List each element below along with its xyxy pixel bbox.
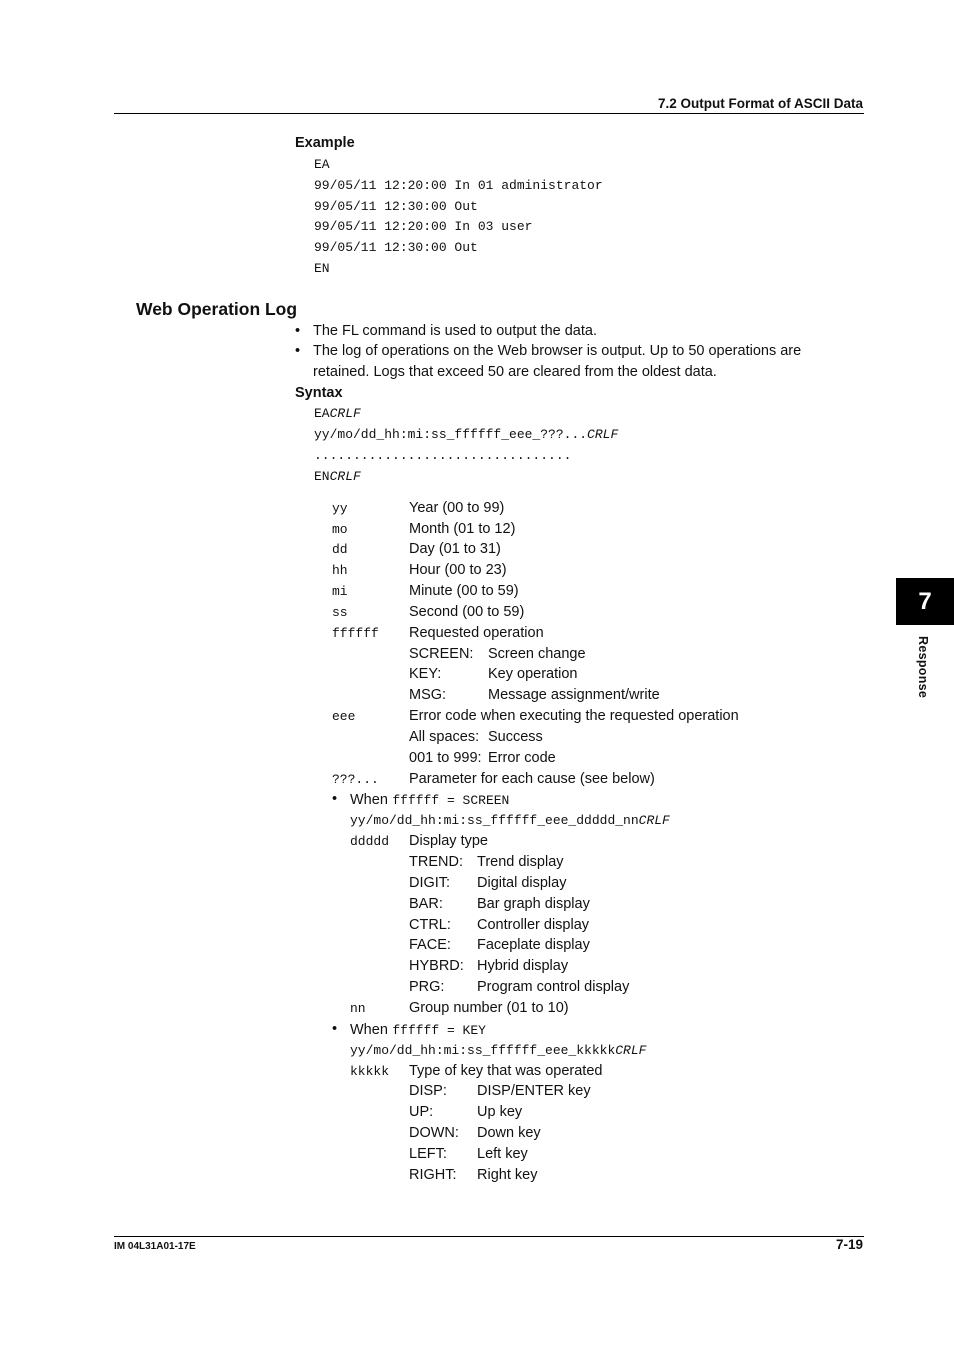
field-code: eee	[332, 709, 356, 724]
field-code: yy	[332, 501, 348, 516]
crlf-token: CRLF	[638, 813, 670, 828]
option-value: Key operation	[488, 666, 578, 682]
crlf-token: CRLF	[329, 469, 361, 484]
option-key: TREND:	[409, 854, 463, 870]
field-code: ???...	[332, 772, 379, 787]
field-code: mi	[332, 584, 348, 599]
section-heading: Web Operation Log	[136, 299, 298, 319]
option-value: Digital display	[477, 875, 567, 891]
field-code: kkkkk	[350, 1064, 390, 1079]
option-value: Up key	[477, 1104, 523, 1120]
field-desc: Requested operation	[409, 625, 544, 641]
bullet-icon: •	[295, 343, 301, 359]
field-code: nn	[350, 1001, 366, 1016]
document-id: IM 04L31A01-17E	[114, 1241, 196, 1252]
bullet-icon: •	[332, 1021, 338, 1037]
example-heading: Example	[295, 135, 355, 151]
field-desc: Month (01 to 12)	[409, 521, 516, 537]
when-code: ffffff = SCREEN	[392, 793, 510, 808]
field-desc: Error code when executing the requested operation	[409, 708, 739, 724]
field-desc: Second (00 to 59)	[409, 604, 525, 620]
option-value: DISP/ENTER key	[477, 1083, 591, 1099]
syntax-heading: Syntax	[295, 385, 343, 401]
bullet-text: The log of operations on the Web browser is output. Up to 50 operations are	[313, 343, 802, 359]
bullet-text-cont: retained. Logs that exceed 50 are cleared from the oldest data.	[313, 364, 717, 380]
field-code: ffffff	[332, 626, 379, 641]
option-key: LEFT:	[409, 1146, 447, 1162]
option-key: KEY:	[409, 666, 442, 682]
syntax-code: EN	[314, 469, 330, 484]
option-value: Bar graph display	[477, 896, 590, 912]
option-key: PRG:	[409, 979, 445, 995]
field-code: mo	[332, 522, 348, 537]
chapter-label: Response	[916, 636, 930, 699]
when-key-line	[350, 1021, 486, 1039]
option-key: HYBRD:	[409, 958, 464, 974]
field-code: hh	[332, 563, 348, 578]
page-number: 7-19	[835, 1237, 863, 1252]
crlf-token: CRLF	[615, 1043, 647, 1058]
option-key: FACE:	[409, 937, 451, 953]
option-value: Right key	[477, 1167, 538, 1183]
field-desc: Year (00 to 99)	[409, 500, 505, 516]
example-line: EN	[314, 261, 330, 276]
option-value: Down key	[477, 1125, 541, 1141]
option-value: Success	[488, 729, 543, 745]
syntax-code: yy/mo/dd_hh:mi:ss_ffffff_eee_kkkkk	[350, 1043, 616, 1058]
option-key: BAR:	[409, 896, 443, 912]
option-value: Left key	[477, 1146, 528, 1162]
syntax-code: yy/mo/dd_hh:mi:ss_ffffff_eee_ddddd_nn	[350, 813, 639, 828]
field-desc: Parameter for each cause (see below)	[409, 771, 655, 787]
crlf-token: CRLF	[587, 427, 619, 442]
option-value: Message assignment/write	[488, 687, 660, 703]
key-syntax-line	[350, 1043, 646, 1058]
option-value: Hybrid display	[477, 958, 569, 974]
option-key: SCREEN:	[409, 646, 474, 662]
field-desc: Hour (00 to 23)	[409, 562, 507, 578]
bullet-icon: •	[332, 791, 338, 807]
example-line: EA	[314, 157, 330, 172]
syntax-dots: .................................	[314, 448, 572, 463]
option-value: Trend display	[477, 854, 564, 870]
field-code: ddddd	[350, 834, 390, 849]
section-title: 7.2 Output Format of ASCII Data	[657, 96, 863, 111]
example-line: 99/05/11 12:20:00 In 03 user	[314, 219, 533, 234]
field-desc: Minute (00 to 59)	[409, 583, 519, 599]
option-key: CTRL:	[409, 917, 451, 933]
example-line: 99/05/11 12:30:00 Out	[314, 240, 478, 255]
option-key: UP:	[409, 1104, 434, 1120]
screen-syntax-line	[350, 813, 670, 828]
option-key: DISP:	[409, 1083, 447, 1099]
option-value: Program control display	[477, 979, 630, 995]
when-label: When	[350, 1022, 388, 1038]
field-desc: Display type	[409, 833, 488, 849]
footer-rule	[114, 1236, 864, 1237]
when-label: When	[350, 792, 388, 808]
example-line: 99/05/11 12:20:00 In 01 administrator	[314, 178, 603, 193]
field-desc: Group number (01 to 10)	[409, 1000, 569, 1016]
when-screen-line	[350, 791, 509, 809]
option-value: Controller display	[477, 917, 590, 933]
syntax-line	[314, 469, 361, 484]
when-code: ffffff = KEY	[392, 1023, 486, 1038]
syntax-line	[314, 406, 361, 421]
syntax-code: yy/mo/dd_hh:mi:ss_ffffff_eee_???...	[314, 427, 588, 442]
option-value: Faceplate display	[477, 937, 590, 953]
option-key: RIGHT:	[409, 1167, 457, 1183]
bullet-text: The FL command is used to output the data.	[313, 323, 597, 339]
option-value: Error code	[488, 750, 556, 766]
field-desc: Day (01 to 31)	[409, 541, 501, 557]
bullet-icon: •	[295, 323, 301, 339]
option-value: Screen change	[488, 646, 586, 662]
option-key: MSG:	[409, 687, 447, 703]
option-key: 001 to 999:	[409, 750, 482, 766]
field-code: ss	[332, 605, 348, 620]
syntax-line	[314, 427, 618, 442]
option-key: DOWN:	[409, 1125, 459, 1141]
syntax-code: EA	[314, 406, 330, 421]
crlf-token: CRLF	[329, 406, 361, 421]
option-key: DIGIT:	[409, 875, 451, 891]
chapter-tab: 7	[896, 578, 954, 625]
field-code: dd	[332, 542, 348, 557]
field-desc: Type of key that was operated	[409, 1063, 603, 1079]
option-key: All spaces:	[409, 729, 480, 745]
example-line: 99/05/11 12:30:00 Out	[314, 199, 478, 214]
header-rule	[114, 113, 864, 114]
